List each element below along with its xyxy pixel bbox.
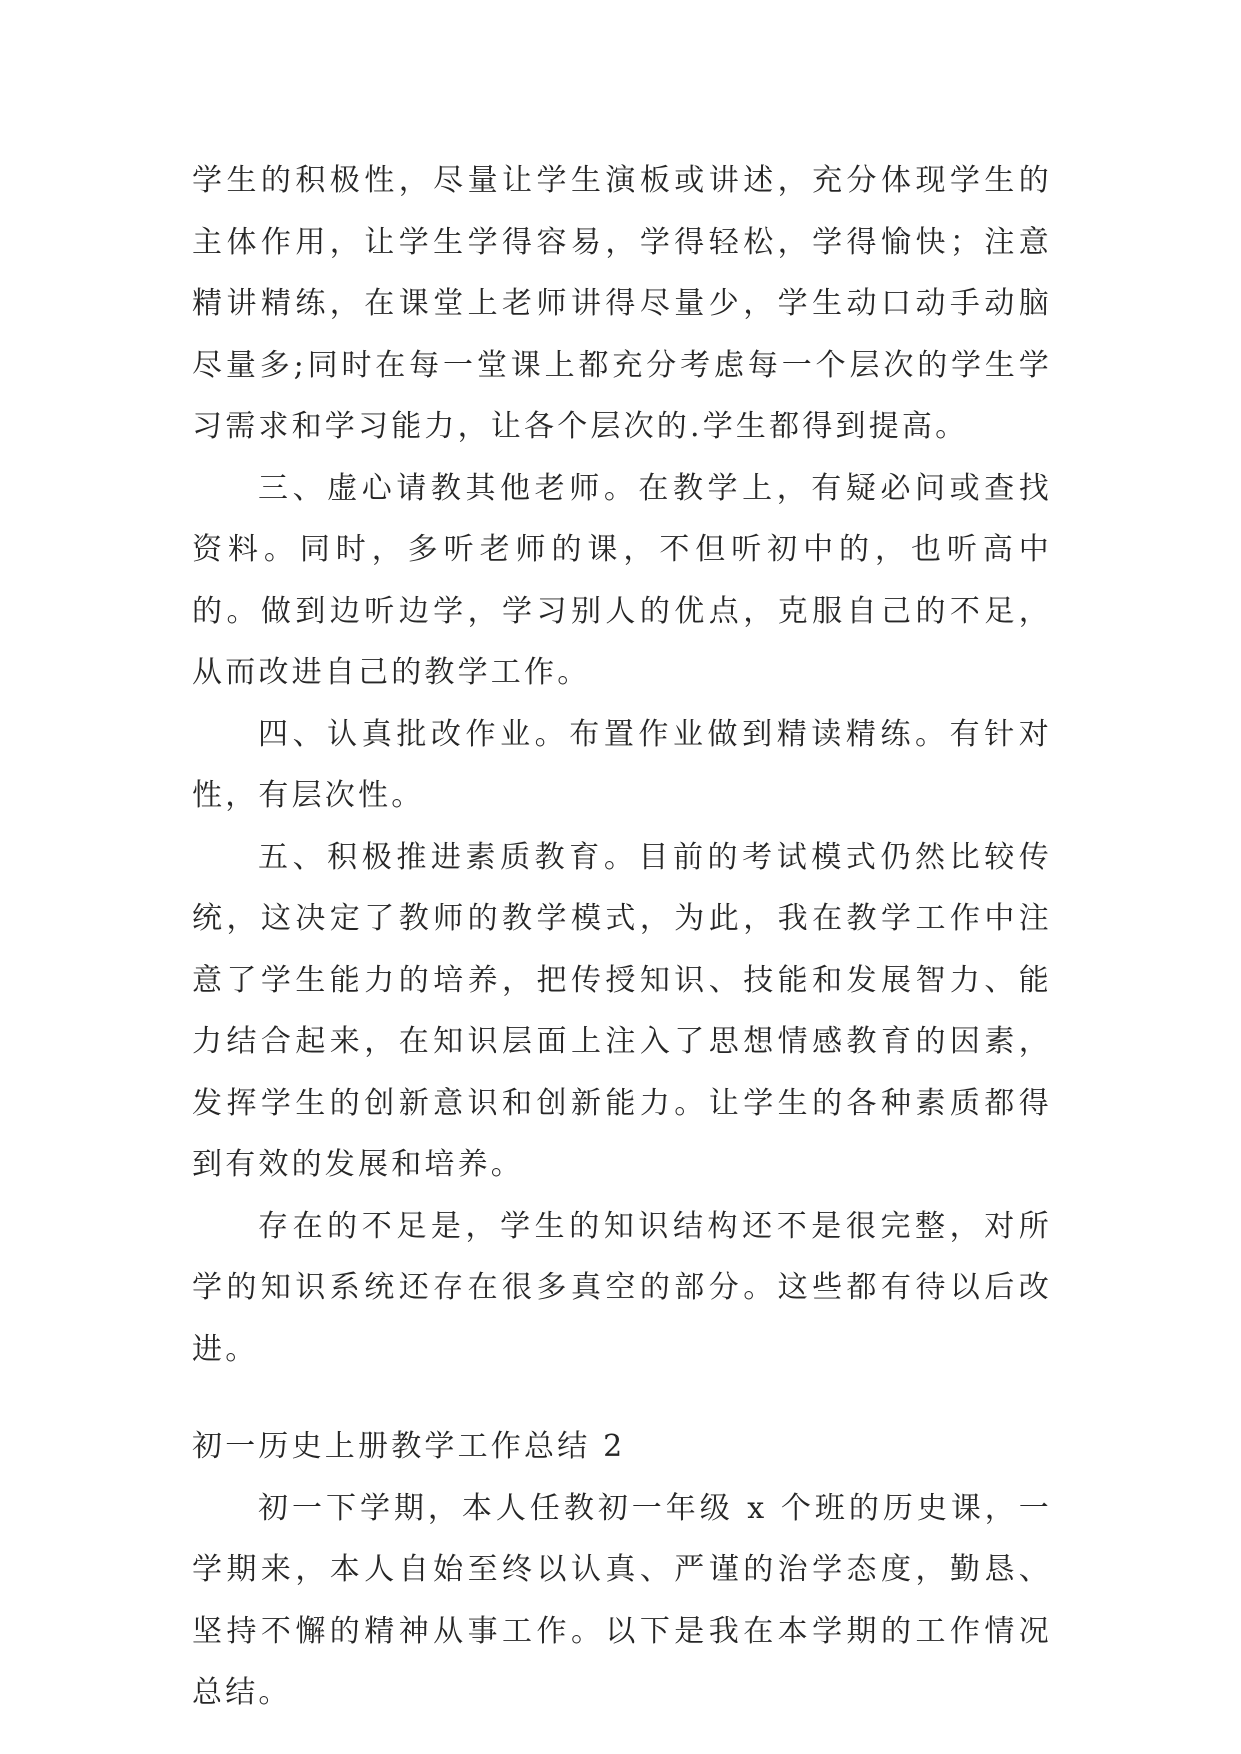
section-title: 初一历史上册教学工作总结 2	[192, 1429, 626, 1464]
paragraph-point-five: 五、积极推进素质教育。目前的考试模式仍然比较传统，这决定了教师的教学模式，为此，我在教学工作中注意了学生能力的培养，把传授知识、技能和发展智力、能力结合起来，在知识层面上注入了思想情感教育的因素，发挥学生的创新意识和创新能力。让学生的各种素质都得到有效的发展和培养。	[192, 839, 1052, 1182]
paragraph-continuation: 学生的积极性，尽量让学生演板或讲述，充分体现学生的主体作用，让学生学得容易，学得轻松，学得愉快；注意精讲精练，在课堂上老师讲得尽量少，学生动口动手动脑尽量多;同时在每一堂课上都充分考虑每一个层次的学生学习需求和学习能力，让各个层次的.学生都得到提高。	[192, 163, 1052, 444]
paragraph-point-three: 三、虚心请教其他老师。在教学上，有疑必问或查找资料。同时，多听老师的课，不但听初中的，也听高中的。做到边听边学，学习别人的优点，克服自己的不足，从而改进自己的教学工作。	[192, 470, 1052, 690]
paragraph-point-four: 四、认真批改作业。布置作业做到精读精练。有针对性，有层次性。	[192, 716, 1052, 813]
paragraph-shortcomings: 存在的不足是，学生的知识结构还不是很完整，对所学的知识系统还存在很多真空的部分。这些都有待以后改进。	[192, 1208, 1052, 1367]
document-body	[192, 150, 1052, 1724]
paragraph-intro-2: 初一下学期，本人任教初一年级 x 个班的历史课，一学期来，本人自始至终以认真、严谨的治学态度，勤恳、坚持不懈的精神从事工作。以下是我在本学期的工作情况总结。	[192, 1490, 1052, 1710]
section-gap	[192, 1380, 1052, 1416]
